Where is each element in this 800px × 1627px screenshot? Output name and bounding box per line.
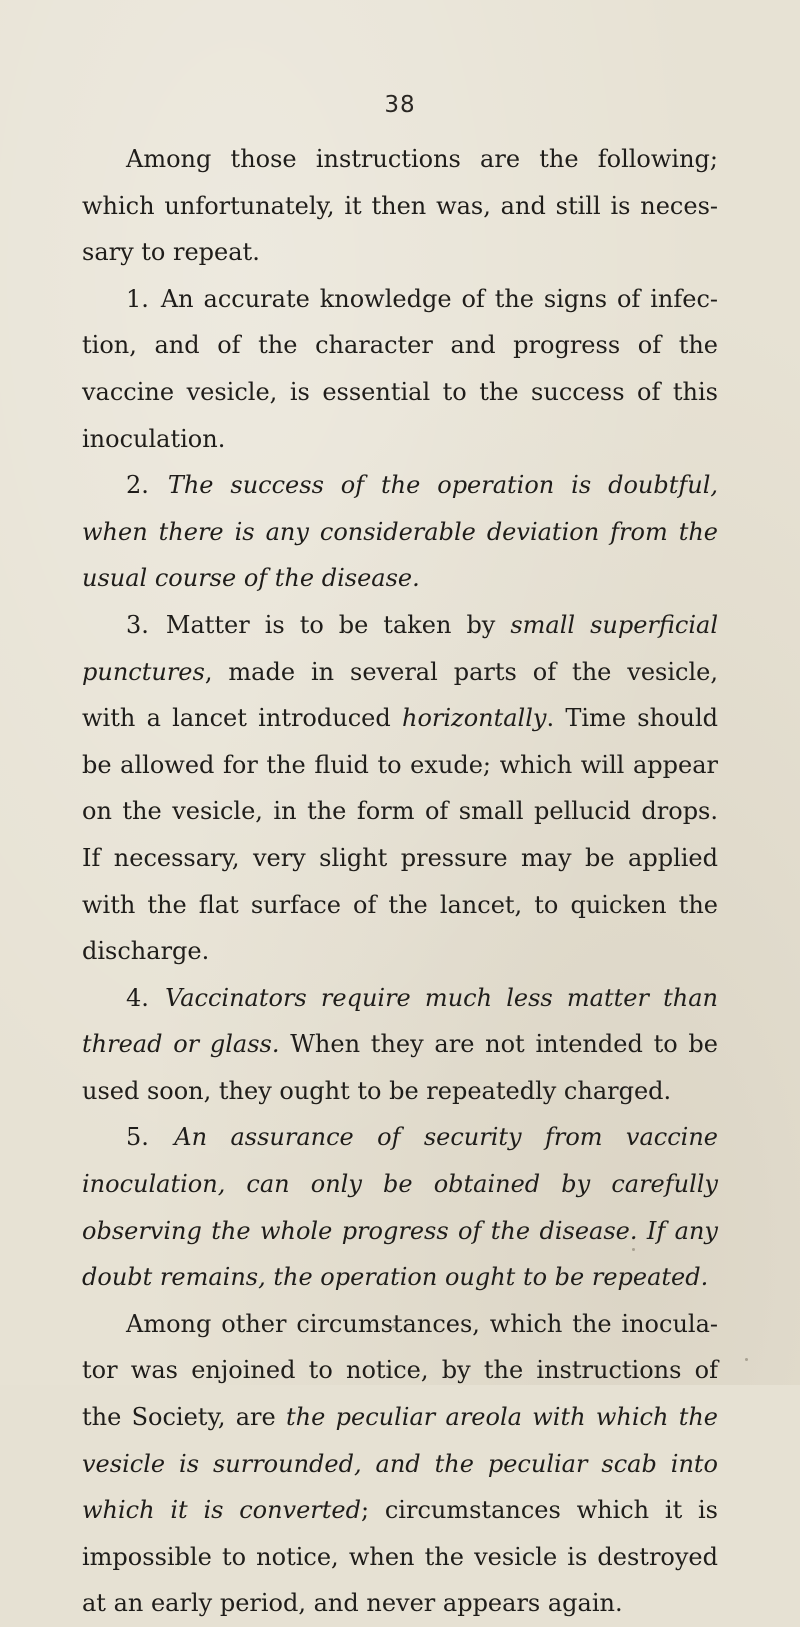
item-number: 5. bbox=[126, 1123, 149, 1152]
paper-speck bbox=[632, 1248, 635, 1251]
instruction-item-5 bbox=[82, 1114, 718, 1300]
closing-paragraph bbox=[82, 1301, 718, 1627]
item-number: 4. bbox=[126, 983, 149, 1012]
item-italic-text: An assurance of security from vaccine inoculation, can only be obtained by carefully observing the whole progress of the disease. If any doubt remains, the operation ought to be repeated. bbox=[82, 1123, 718, 1292]
intro-paragraph bbox=[82, 136, 718, 276]
item-text: An accurate knowledge of the signs of infection, and of the character and progress of the vaccine vesicle, is essential to the success of this inoculation. bbox=[82, 284, 718, 453]
page-number: 38 bbox=[384, 92, 416, 118]
instruction-item-1 bbox=[82, 276, 718, 462]
intro-text: Among those instructions are the following; which unfortunately, it then was, and still is necessary to repeat. bbox=[82, 145, 718, 267]
item-number: 1. bbox=[126, 284, 149, 313]
item-text: . Time should be allowed for the fluid to exude; which will appear on the vesicle, in the form of small pellucid drops. If necessary, very slight pressure may be applied with the flat surface of the lancet, to quicken the discharge. bbox=[82, 704, 719, 966]
item-text: When they are not intended to be used soon, they ought to be repeatedly charged. bbox=[82, 1030, 718, 1105]
item-number: 2. bbox=[126, 471, 149, 500]
instruction-item-3 bbox=[82, 602, 718, 975]
item-italic-text: Vaccinators require much less matter than thread or glass. bbox=[82, 983, 718, 1059]
item-italic-text: small superficial punctures bbox=[82, 610, 718, 686]
paper-speck bbox=[745, 1358, 748, 1361]
closing-italic-text: the peculiar areola with which the vesicle is surrounded, and the peculiar scab into which it is converted bbox=[82, 1403, 719, 1525]
closing-text: ; circumstances which it is impossible to notice, when the vesicle is destroyed at an early period, and never appears again. bbox=[82, 1496, 718, 1618]
closing-text: Among other circumstances, which the inoculator was enjoined to notice, by the instructions of the Society, are bbox=[82, 1309, 718, 1432]
instruction-item-4 bbox=[82, 975, 718, 1115]
item-italic-text: The success of the operation is doubtful, when there is any considerable deviation from the usual course of the disease. bbox=[82, 471, 718, 593]
instruction-item-2 bbox=[82, 462, 718, 602]
item-text: Matter is to be taken by bbox=[150, 610, 511, 639]
body-text bbox=[82, 136, 718, 1627]
item-number: 3. bbox=[126, 610, 149, 639]
item-text: , made in several parts of the vesicle, with a lancet introduced bbox=[82, 657, 718, 733]
paper-speck bbox=[392, 1325, 395, 1328]
item-italic-text: horizontally bbox=[402, 704, 547, 733]
